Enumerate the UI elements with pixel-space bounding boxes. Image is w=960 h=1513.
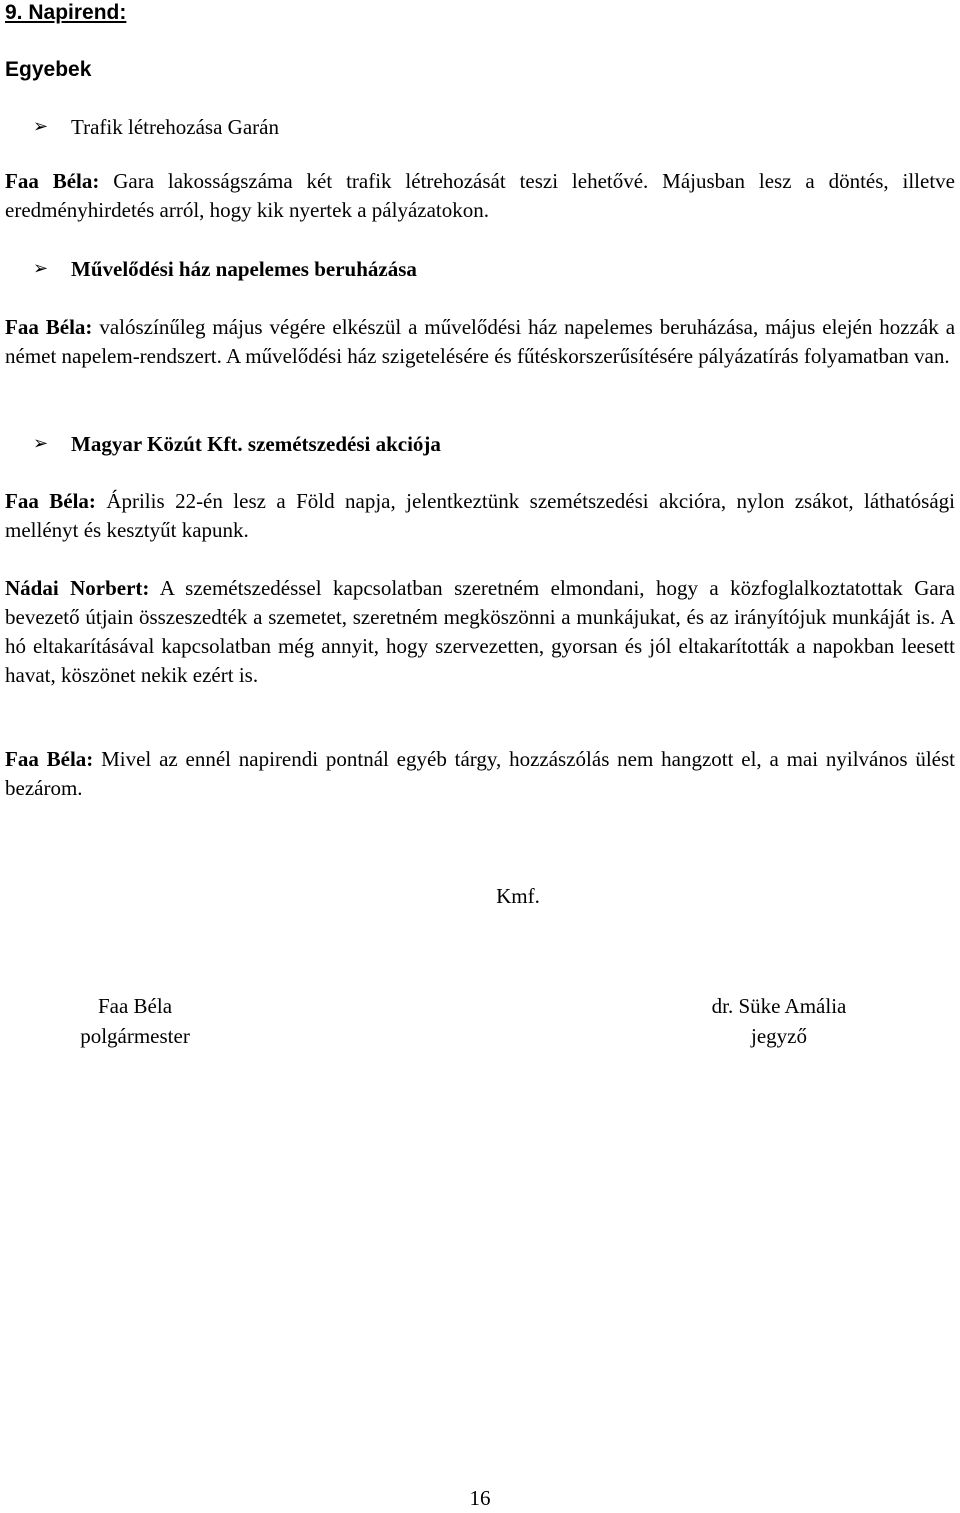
paragraph — [5, 745, 955, 803]
signature-role: jegyző — [751, 1024, 807, 1048]
signature-name: Faa Béla — [97, 994, 173, 1018]
page-number: 16 — [469, 1486, 491, 1510]
agenda-heading: 9. Napirend: — [5, 1, 127, 24]
paragraph — [5, 487, 955, 545]
speaker-name: Faa Béla: — [5, 169, 100, 193]
speaker-name: Faa Béla: — [5, 747, 94, 771]
speaker-name: Faa Béla: — [5, 315, 93, 339]
paragraph — [5, 167, 955, 225]
kmf-label: Kmf. — [496, 884, 540, 908]
signature-block-notary — [659, 991, 899, 1051]
arrow-bullet-icon: ➢ — [33, 258, 49, 279]
paragraph — [5, 574, 955, 690]
bullet-text: Művelődési ház napelemes beruházása — [71, 257, 417, 281]
speaker-name: Nádai Norbert: — [5, 576, 150, 600]
paragraph — [5, 313, 955, 371]
bullet-item — [5, 430, 441, 458]
bullet-item — [5, 113, 279, 141]
bullet-text: Magyar Közút Kft. szemétszedési akciója — [71, 432, 441, 456]
speaker-name: Faa Béla: — [5, 489, 96, 513]
paragraph-text: Mivel az ennél napirendi pontnál egyéb tárgy, hozzászólás nem hangzott el, a mai nyilvános ülést bezárom. — [5, 747, 955, 800]
paragraph-text: Gara lakosságszáma két trafik létrehozását teszi lehetővé. Májusban lesz a döntés, illetve eredményhirdetés arról, hogy kik nyertek a pályázatokon. — [5, 169, 955, 222]
section-heading: Egyebek — [5, 58, 92, 81]
bullet-item — [5, 255, 417, 283]
arrow-bullet-icon: ➢ — [33, 116, 49, 137]
signature-block-mayor — [25, 991, 245, 1051]
paragraph-text: Április 22-én lesz a Föld napja, jelentkeztünk szemétszedési akcióra, nylon zsákot, láthatósági mellényt és kesztyűt kapunk. — [5, 489, 956, 542]
signature-name: dr. Süke Amália — [711, 994, 847, 1018]
paragraph-text: valószínűleg május végére elkészül a művelődési ház napelemes beruházása, május elején hozzák a német napelem-rendszert. A művelődési ház szigetelésére és fűtéskorszerűsítésére pályázatírás folyamatban van. — [5, 315, 956, 368]
arrow-bullet-icon: ➢ — [33, 433, 49, 454]
paragraph-text: A szemétszedéssel kapcsolatban szeretném elmondani, hogy a közfoglalkoztatottak Gara bevezető útjain összeszedték a szemetet, szeretném megköszönni a munkájukat, és az irányítójuk munkáját is. A hó eltakarításával kapcsolatban még annyit, hogy szervezetten, gyorsan és jól eltakarították a napokban leesett havat, köszönet nekik ezért is. — [5, 576, 955, 687]
bullet-text: Trafik létrehozása Garán — [71, 115, 279, 139]
signature-role: polgármester — [80, 1024, 190, 1048]
